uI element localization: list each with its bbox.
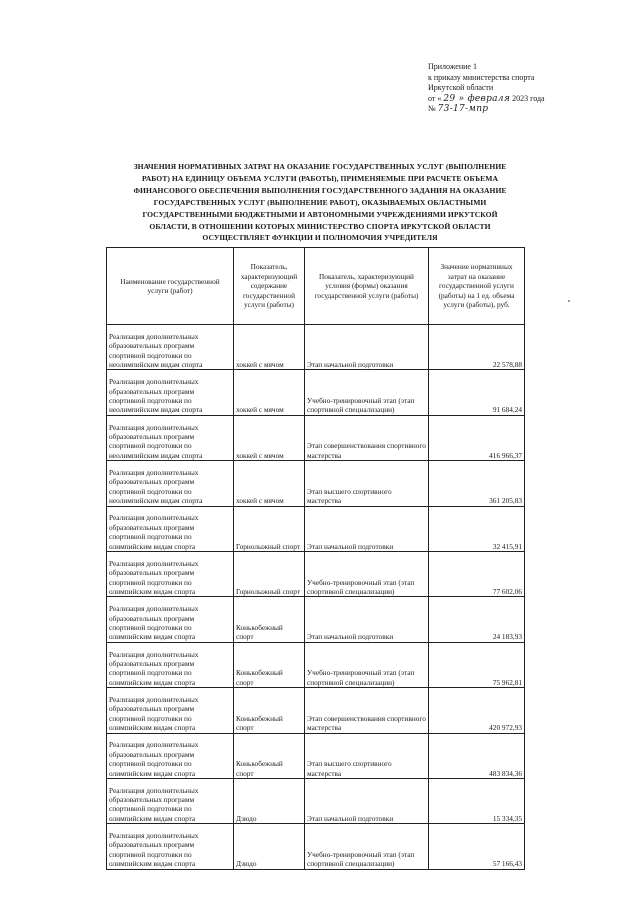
norm-value-cell: 24 183,93	[429, 597, 525, 642]
service-name-line: олимпийским видам спорта	[109, 723, 196, 733]
norms-table	[106, 247, 525, 870]
table-row	[107, 506, 525, 551]
service-name-line: образовательных программ	[109, 522, 195, 532]
service-name-line: спортивной подготовки по	[109, 759, 192, 769]
service-name-line: Реализация дополнительных	[109, 740, 199, 750]
condition-cell: Этап высшего спортивного мастерства	[305, 461, 429, 506]
sport-cell: Горнолыжный спорт	[234, 506, 305, 551]
appendix-date-line	[428, 94, 545, 105]
service-name-line: Реализация дополнительных	[109, 694, 199, 704]
service-name-line: спортивной подготовки по	[109, 441, 192, 451]
sport-cell: хоккей с мячом	[234, 325, 305, 370]
service-name-line: Реализация дополнительных	[109, 422, 199, 432]
title-line: ГОСУДАРСТВЕННЫХ УСЛУГ (ВЫПОЛНЕНИЕ РАБОТ), ОКАЗЫВАЕМЫХ ОБЛАСТНЫМИ	[153, 197, 487, 207]
table-row	[107, 370, 525, 415]
norm-value-cell: 15 334,35	[429, 778, 525, 823]
service-name-line: образовательных программ	[109, 341, 195, 351]
condition-cell: Этап совершенствования спортивного мастерства	[305, 415, 429, 460]
table-row	[107, 551, 525, 596]
norm-value-cell: 420 972,93	[429, 688, 525, 733]
margin-speck	[568, 300, 570, 302]
service-name-line: Реализация дополнительных	[109, 604, 199, 614]
sport-cell: Конькобежный спорт	[234, 733, 305, 778]
service-name-line: образовательных программ	[109, 431, 195, 441]
appendix-number-line	[428, 104, 545, 115]
service-name-line: спортивной подготовки по	[109, 532, 192, 542]
condition-cell: Учебно-тренировочный этап (этап спортивной специализации)	[305, 824, 429, 869]
service-name-line: образовательных программ	[109, 704, 195, 714]
header-condition-indicator: Показатель, характеризующий условия (формы) оказания государственной услуги (работы)	[305, 248, 429, 325]
header-norm-value: Значение нормативных затрат на оказание государственной услуги (работы) на 1 ед. объема услуги (работы), руб.	[429, 248, 525, 325]
service-name-cell	[107, 642, 234, 687]
norm-value-cell: 32 415,91	[429, 506, 525, 551]
service-name-line: спортивной подготовки по	[109, 577, 192, 587]
service-name-line: олимпийским видам спорта	[109, 813, 196, 823]
service-name-line: спортивной подготовки по	[109, 395, 192, 405]
norm-value-cell: 483 834,36	[429, 733, 525, 778]
appendix-line-2: к приказу министерства спорта	[428, 72, 535, 82]
sport-cell: Конькобежный спорт	[234, 688, 305, 733]
service-name-line: спортивной подготовки по	[109, 804, 192, 814]
service-name-line: спортивной подготовки по	[109, 849, 192, 859]
condition-cell: Учебно-тренировочный этап (этап спортивной специализации)	[305, 370, 429, 415]
norm-value-cell: 57 166,43	[429, 824, 525, 869]
sport-cell: хоккей с мячом	[234, 415, 305, 460]
condition-cell: Этап начальной подготовки	[305, 778, 429, 823]
norm-value-cell: 22 578,88	[429, 325, 525, 370]
service-name-line: неолимпийским видам спорта	[109, 359, 203, 369]
service-name-cell	[107, 824, 234, 869]
service-name-line: олимпийским видам спорта	[109, 859, 196, 869]
service-name-line: неолимпийским видам спорта	[109, 496, 203, 506]
table-header-row	[107, 248, 525, 325]
table-row	[107, 415, 525, 460]
service-name-line: образовательных программ	[109, 840, 195, 850]
service-name-line: Реализация дополнительных	[109, 785, 199, 795]
norm-value-cell: 77 602,06	[429, 551, 525, 596]
condition-cell: Учебно-тренировочный этап (этап спортивной специализации)	[305, 642, 429, 687]
document-title	[100, 161, 540, 244]
handwritten-date: 29 » февраля	[443, 93, 511, 104]
title-line: ГОСУДАРСТВЕННЫМИ БЮДЖЕТНЫМИ И АВТОНОМНЫМИ УЧРЕЖДЕНИЯМИ ИРКУТСКОЙ	[142, 209, 498, 219]
appendix-line-1: Приложение 1	[428, 62, 477, 71]
handwritten-number: 73-17-мпр	[437, 104, 489, 114]
title-line: РАБОТ) НА ЕДИНИЦУ ОБЪЕМА УСЛУГИ (РАБОТЫ), ПРИМЕНЯЕМЫЕ ПРИ РАСЧЕТЕ ОБЪЕМА	[142, 173, 498, 183]
sport-cell: Конькобежный спорт	[234, 642, 305, 687]
service-name-line: Реализация дополнительных	[109, 331, 199, 341]
number-prefix: №	[428, 104, 436, 113]
service-name-line: олимпийским видам спорта	[109, 541, 196, 551]
service-name-cell	[107, 688, 234, 733]
sport-cell: Дзюдо	[234, 778, 305, 823]
service-name-cell	[107, 370, 234, 415]
service-name-line: неолимпийским видам спорта	[109, 405, 203, 415]
sport-cell: Конькобежный спорт	[234, 597, 305, 642]
norm-value-cell: 75 962,81	[429, 642, 525, 687]
service-name-line: олимпийским видам спорта	[109, 586, 196, 596]
service-name-line: образовательных программ	[109, 477, 195, 487]
service-name-line: олимпийским видам спорта	[109, 632, 196, 642]
table-row	[107, 688, 525, 733]
sport-cell: хоккей с мячом	[234, 461, 305, 506]
sport-cell: хоккей с мячом	[234, 370, 305, 415]
table-row	[107, 733, 525, 778]
table-row	[107, 824, 525, 869]
service-name-line: спортивной подготовки по	[109, 668, 192, 678]
norm-value-cell: 361 205,83	[429, 461, 525, 506]
service-name-cell	[107, 506, 234, 551]
service-name-line: олимпийским видам спорта	[109, 768, 196, 778]
service-name-line: Реализация дополнительных	[109, 649, 199, 659]
service-name-line: образовательных программ	[109, 749, 195, 759]
title-line: ЗНАЧЕНИЯ НОРМАТИВНЫХ ЗАТРАТ НА ОКАЗАНИЕ ГОСУДАРСТВЕННЫХ УСЛУГ (ВЫПОЛНЕНИЕ	[133, 162, 507, 171]
header-content-indicator: Показатель, характеризующий содержание государственной услуги (работы)	[234, 248, 305, 325]
appendix-block	[428, 62, 545, 115]
service-name-cell	[107, 461, 234, 506]
service-name-line: Реализация дополнительных	[109, 831, 199, 841]
service-name-line: образовательных программ	[109, 568, 195, 578]
condition-cell: Этап начальной подготовки	[305, 506, 429, 551]
sport-cell: Горнолыжный спорт	[234, 551, 305, 596]
norm-value-cell: 416 966,37	[429, 415, 525, 460]
service-name-line: спортивной подготовки по	[109, 486, 192, 496]
sport-cell: Дзюдо	[234, 824, 305, 869]
date-prefix: от «	[428, 93, 442, 103]
service-name-cell	[107, 733, 234, 778]
condition-cell: Этап совершенствования спортивного мастерства	[305, 688, 429, 733]
condition-cell: Этап начальной подготовки	[305, 597, 429, 642]
table-row	[107, 597, 525, 642]
service-name-line: образовательных программ	[109, 613, 195, 623]
service-name-line: спортивной подготовки по	[109, 350, 192, 360]
date-year: 2023 года	[512, 93, 545, 103]
service-name-cell	[107, 778, 234, 823]
condition-cell: Учебно-тренировочный этап (этап спортивной специализации)	[305, 551, 429, 596]
service-name-line: олимпийским видам спорта	[109, 677, 196, 687]
title-line: ОСУЩЕСТВЛЯЕТ ФУНКЦИИ И ПОЛНОМОЧИЯ УЧРЕДИТЕЛЯ	[202, 233, 438, 243]
condition-cell: Этап высшего спортивного мастерства	[305, 733, 429, 778]
norm-value-cell: 91 684,24	[429, 370, 525, 415]
service-name-line: Реализация дополнительных	[109, 513, 199, 523]
service-name-line: Реализация дополнительных	[109, 377, 199, 387]
service-name-line: образовательных программ	[109, 386, 195, 396]
service-name-cell	[107, 551, 234, 596]
title-line: ОБЛАСТИ, В ОТНОШЕНИИ КОТОРЫХ МИНИСТЕРСТВО СПОРТА ИРКУТСКОЙ ОБЛАСТИ	[149, 221, 491, 231]
service-name-line: неолимпийским видам спорта	[109, 450, 203, 460]
title-line: ФИНАНСОВОГО ОБЕСПЕЧЕНИЯ ВЫПОЛНЕНИЯ ГОСУДАРСТВЕННОГО ЗАДАНИЯ НА ОКАЗАНИЕ	[133, 185, 507, 195]
service-name-line: образовательных программ	[109, 795, 195, 805]
appendix-line-3: Иркутской области	[428, 83, 494, 92]
service-name-line: спортивной подготовки по	[109, 713, 192, 723]
service-name-line: спортивной подготовки по	[109, 622, 192, 632]
table-row	[107, 325, 525, 370]
table-row	[107, 461, 525, 506]
table-row	[107, 778, 525, 823]
header-service: Наименование государственной услуги (работ)	[107, 248, 234, 325]
service-name-line: образовательных программ	[109, 658, 195, 668]
service-name-line: Реализация дополнительных	[109, 558, 199, 568]
condition-cell: Этап начальной подготовки	[305, 325, 429, 370]
service-name-cell	[107, 597, 234, 642]
service-name-cell	[107, 325, 234, 370]
service-name-cell	[107, 415, 234, 460]
service-name-line: Реализация дополнительных	[109, 467, 199, 477]
table-row	[107, 642, 525, 687]
